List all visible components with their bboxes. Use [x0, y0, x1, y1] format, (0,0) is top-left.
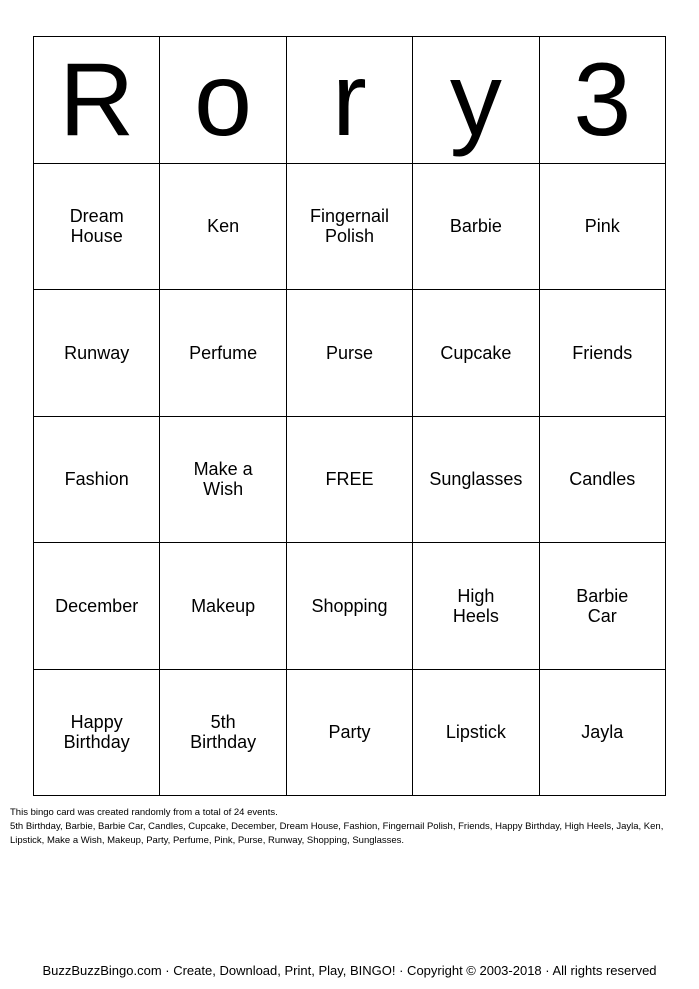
- bingo-cell: Runway: [34, 290, 160, 417]
- bingo-cell: Shopping: [286, 543, 412, 670]
- bingo-cell: Makeup: [160, 543, 286, 670]
- header-letter: y: [413, 37, 539, 164]
- info-summary: This bingo card was created randomly from a total of 24 events.: [10, 807, 278, 818]
- bingo-cell: Barbie Car: [539, 543, 665, 670]
- footer-copyright: BuzzBuzzBingo.com · Create, Download, Print, Play, BINGO! · Copyright © 2003-2018 · All rights reserved: [42, 963, 657, 978]
- bingo-cell: Pink: [539, 163, 665, 290]
- bingo-cell: Fingernail Polish: [286, 163, 412, 290]
- bingo-cell: Dream House: [34, 163, 160, 290]
- bingo-card: [33, 36, 666, 796]
- bingo-row: [34, 290, 666, 417]
- bingo-cell: Cupcake: [413, 290, 539, 417]
- bingo-cell: Fashion: [34, 416, 160, 543]
- bingo-cell: Ken: [160, 163, 286, 290]
- bingo-cell: Make a Wish: [160, 416, 286, 543]
- bingo-row: [34, 416, 666, 543]
- bingo-row: [34, 669, 666, 796]
- bingo-cell: December: [34, 543, 160, 670]
- bingo-cell: High Heels: [413, 543, 539, 670]
- card-info: [10, 806, 685, 848]
- bingo-cell: Purse: [286, 290, 412, 417]
- header-letter: 3: [539, 37, 665, 164]
- bingo-cell: Lipstick: [413, 669, 539, 796]
- bingo-header-row: [34, 37, 666, 164]
- free-space-cell: FREE: [286, 416, 412, 543]
- bingo-cell: 5th Birthday: [160, 669, 286, 796]
- bingo-row: [34, 163, 666, 290]
- bingo-row: [34, 543, 666, 670]
- bingo-cell: Happy Birthday: [34, 669, 160, 796]
- bingo-cell: Friends: [539, 290, 665, 417]
- header-letter: R: [34, 37, 160, 164]
- bingo-cell: Party: [286, 669, 412, 796]
- bingo-cell: Barbie: [413, 163, 539, 290]
- header-letter: o: [160, 37, 286, 164]
- header-letter: r: [286, 37, 412, 164]
- info-event-list: 5th Birthday, Barbie, Barbie Car, Candles, Cupcake, December, Dream House, Fashion, Fingernail Polish, Friends, Happy Birthday, High Heels, Jayla, Ken,: [10, 821, 664, 832]
- bingo-cell: Candles: [539, 416, 665, 543]
- bingo-cell: Jayla: [539, 669, 665, 796]
- info-event-list-continued: Lipstick, Make a Wish, Makeup, Party, Perfume, Pink, Purse, Runway, Shopping, Sunglasses.: [10, 835, 405, 846]
- bingo-cell: Sunglasses: [413, 416, 539, 543]
- bingo-cell: Perfume: [160, 290, 286, 417]
